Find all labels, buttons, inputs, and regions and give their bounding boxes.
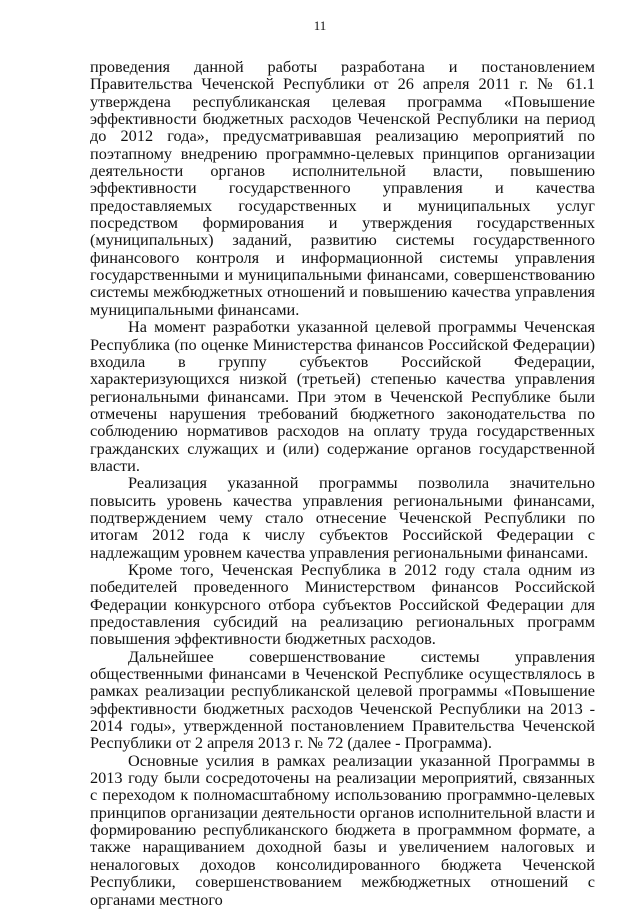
paragraph: На момент разработки указанной целевой программы Чеченская Республика (по оценке Министерства финансов Российской Федерации) входила в группу субъектов Российской Федерации, характеризующихся низкой (третьей) степенью качества управления региональными финансами. При этом в Чеченской Республике были отмечены нарушения требований бюджетного законодательства по соблюдению нормативов расходов на оплату труда государственных гражданских служащих и (или) содержание органов государственной власти. — [90, 317, 595, 475]
paragraph: Реализация указанной программы позволила значительно повысить уровень качества управления региональными финансами, подтверждением чему стало отнесение Чеченской Республики по итогам 2012 года к числу субъектов Российской Федерации с надлежащим уровнем качества управления региональными финансами. — [90, 473, 595, 562]
document-body — [90, 58, 595, 908]
paragraph: Основные усилия в рамках реализации указанной Программы в 2013 году были сосредоточены на реализации мероприятий, связанных с переходом к полномасштабному использованию программно-целевых принципов организации деятельности органов исполнительной власти и формированию республиканского бюджета в программном формате, а также наращиванием доходной базы и увеличением налоговых и неналоговых доходов консолидированного бюджета Чеченской Республики, совершенствованием межбюджетных отношений с органами местного — [90, 750, 595, 909]
page-number: 11 — [313, 18, 327, 33]
paragraph: проведения данной работы разработана и постановлением Правительства Чеченской Республики от 26 апреля 2011 г. № 61.1 утверждена республиканская целевая программа «Повышение эффективности бюджетных расходов Чеченской Республики на период до 2012 года», предусматривавшая реализацию мероприятий по поэтапному внедрению программно-целевых принципов организации деятельности органов исполнительной власти, повышению эффективности государственного управления и качества предоставляемых государственных и муниципальных услуг посредством формирования и утверждения государственных (муниципальных) заданий, развитию системы государственного финансового контроля и информационной системы управления государственными и муниципальными финансами, совершенствованию системы межбюджетных отношений и повышению качества управления муниципальными финансами. — [90, 57, 595, 319]
paragraph: Дальнейшее совершенствование системы управления общественными финансами в Чеченской Республике осуществлялось в рамках реализации республиканской целевой программы «Повышение эффективности бюджетных расходов Чеченской Республики на 2013 - 2014 годы», утвержденной постановлением Правительства Чеченской Республики от 2 апреля 2013 г. № 72 (далее - Программа). — [90, 646, 595, 753]
paragraph: Кроме того, Чеченская Республика в 2012 году стала одним из победителей проведенного Министерством финансов Российской Федерации конкурсного отбора субъектов Российской Федерации для предоставления субсидий на реализацию региональных программ повышения эффективности бюджетных расходов. — [90, 559, 595, 649]
